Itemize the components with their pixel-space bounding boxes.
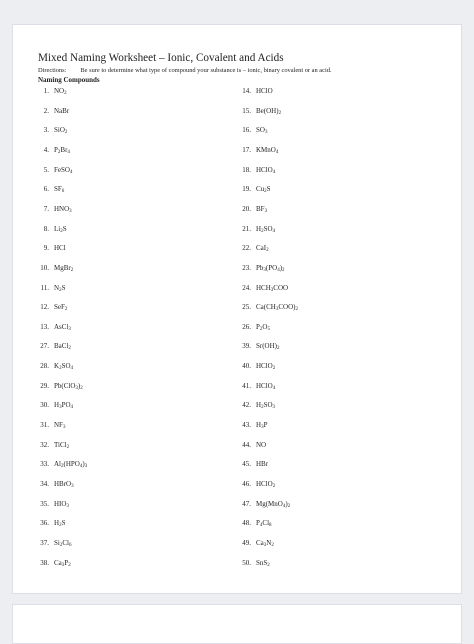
item-number: 44. [242,440,251,449]
item-number: 27. [40,342,49,351]
item-number: 43. [242,421,251,430]
compound-item [235,264,285,273]
item-number: 2. [43,106,49,115]
item-number: 41. [242,381,251,390]
compound-item [235,519,272,528]
chemical-formula: $SF_6$ [54,185,65,195]
compound-item [235,480,275,489]
chemical-formula: $Ca_3P_2$ [54,558,71,568]
chemical-formula: $SO_3$ [256,126,268,136]
compound-item [33,146,70,155]
item-number: 38. [40,558,49,567]
compound-item [235,460,268,469]
item-number: 3. [43,126,49,135]
next-page [12,604,462,644]
chemical-formula: HBrO$_3$ [54,480,74,489]
compound-item [235,166,275,175]
chemical-formula: $Pb_3(PO_4)_2$ [256,263,285,273]
chemical-formula: CaI$_2$ [256,244,269,254]
compound-item [235,146,278,155]
chemical-formula: $Cu_2S$ [256,185,271,195]
chemical-formula: $H_2SO_4$ [256,224,276,234]
chemical-formula: AsCl$_3$ [54,322,71,332]
compound-item [33,500,69,509]
compound-item [33,284,65,293]
item-number: 46. [242,480,251,488]
chemical-formula: $HCH_3COO$ [256,283,289,293]
compound-item [33,519,65,528]
chemical-formula: $BF_3$ [256,204,268,214]
item-number: 19. [242,185,251,194]
compound-item [235,323,270,332]
chemical-formula: $H_3PO_4$ [54,401,74,411]
compound-item [235,500,290,509]
chemical-formula: $K_2SO_4$ [54,362,74,372]
compound-item [235,342,280,351]
chemical-formula: $Si_2Cl_6$ [54,538,72,548]
compound-item [33,342,71,351]
chemical-formula: SiO$_2$ [54,126,68,136]
item-number: 39. [242,342,251,351]
chemical-formula: HClO [256,87,273,95]
chemical-formula: HBr [256,460,269,469]
item-number: 48. [242,519,251,528]
directions-label: Directions: [38,67,67,74]
chemical-formula: $P_2Br_4$ [54,145,70,155]
item-number: 9. [43,244,49,253]
item-number: 32. [40,440,49,449]
chemical-formula: $HIO_3$ [54,499,69,509]
chemical-formula: NaBr [54,106,70,115]
chemical-formula: TiCl$_2$ [54,440,70,450]
directions-line [38,67,332,74]
chemical-formula: BaCl$_2$ [54,342,71,352]
item-number: 11. [40,283,49,292]
compound-item [33,323,71,332]
chemical-formula: HCl [54,244,66,253]
chemical-formula: SnS$_2$ [256,558,270,568]
compound-item [33,166,72,175]
compound-item [235,559,270,568]
chemical-formula: $NO_2$ [54,87,67,96]
item-number: 35. [40,499,49,508]
item-number: 47. [242,499,251,508]
chemical-formula: HClO$_2$ [256,362,276,372]
item-number: 45. [242,460,251,469]
compound-item [33,303,67,312]
item-number: 16. [242,126,251,135]
chemical-formula: $H_3P$ [256,421,268,431]
item-number: 13. [40,322,49,331]
item-number: 6. [43,185,49,194]
compound-item [235,303,298,312]
compound-item [235,244,269,253]
compound-item [235,421,267,430]
chemical-formula: $H_2S$ [54,519,66,529]
compound-item [33,126,67,135]
item-number: 33. [40,460,49,469]
compound-item [33,264,73,273]
compound-item [33,107,69,116]
item-number: 8. [43,224,49,233]
compound-item [235,362,275,371]
item-number: 12. [40,303,49,312]
compound-item [33,87,67,96]
compound-item [33,460,87,469]
item-number: 30. [40,401,49,410]
item-number: 40. [242,362,251,371]
chemical-formula: NO [256,440,267,449]
compound-item [33,539,71,548]
chemical-formula: $Sr(OH)_2$ [256,342,280,352]
item-number: 14. [242,87,251,95]
compound-item [33,401,73,410]
chemical-formula: $P_2O_5$ [256,322,270,332]
compound-item [235,401,275,410]
chemical-formula: $Mg(MnO_4)_2$ [256,499,291,509]
chemical-formula: $NF_3$ [54,421,66,431]
compound-item [235,225,275,234]
section-heading: Naming Compounds [38,76,100,84]
compound-item [235,185,271,194]
chemical-formula: $HNO_3$ [54,204,72,214]
item-number: 25. [242,303,251,312]
item-number: 17. [242,145,251,154]
item-number: 1. [43,87,49,95]
chemical-formula: MgBr$_2$ [54,263,74,273]
compound-item [33,205,72,214]
chemical-formula: FeSO$_4$ [54,165,73,175]
compound-item [33,225,67,234]
chemical-formula: $Pb(ClO_3)_2$ [54,381,83,391]
item-number: 4. [43,145,49,154]
compound-item [33,441,69,450]
item-number: 26. [242,322,251,331]
item-number: 50. [242,558,251,567]
item-number: 5. [43,165,49,174]
chemical-formula: HClO$_4$ [256,381,276,391]
compound-item [235,441,266,450]
item-number: 24. [242,283,251,292]
item-number: 37. [40,538,49,547]
item-number: 49. [242,538,251,547]
compound-item [235,539,274,548]
compound-item [235,382,275,391]
chemical-formula: $Li_2S$ [54,224,67,234]
compound-item [235,107,281,116]
item-number: 7. [43,204,49,213]
compound-item [235,205,267,214]
item-number: 10. [40,263,49,272]
item-number: 31. [40,421,49,430]
compound-item [33,421,65,430]
chemical-formula: $N_2S$ [54,283,66,293]
compound-item [33,185,64,194]
item-number: 42. [242,401,251,410]
compound-item [33,480,74,489]
chemical-formula: HClO$_4$ [256,165,276,175]
compound-item [33,244,66,253]
chemical-formula: $Ca_3N_2$ [256,538,274,548]
chemical-formula: SeF$_2$ [54,303,68,313]
item-number: 15. [242,106,251,115]
worksheet-page [12,24,462,594]
chemical-formula: $Be(OH)_2$ [256,106,282,116]
compound-item [235,284,288,293]
item-number: 20. [242,204,251,213]
item-number: 34. [40,480,49,488]
compound-item [33,559,71,568]
worksheet-title: Mixed Naming Worksheet – Ionic, Covalent and Acids [38,52,284,64]
chemical-formula: $P_4Cl_8$ [256,519,272,529]
chemical-formula: $Ca(CH_3COO)_2$ [256,303,298,313]
chemical-formula: KMnO$_4$ [256,145,279,155]
item-number: 23. [242,263,251,272]
item-number: 21. [242,224,251,233]
compound-item [33,362,73,371]
compound-item [235,87,273,96]
chemical-formula: $Al_2(HPO_4)_3$ [54,460,88,470]
compound-item [33,382,83,391]
item-number: 22. [242,244,251,253]
item-number: 28. [40,362,49,371]
directions-text: Be sure to determine what type of compound your substance is – ionic, binary covalent or an acid. [80,67,332,74]
item-number: 36. [40,519,49,528]
chemical-formula: $H_2SO_3$ [256,401,276,411]
item-number: 29. [40,381,49,390]
chemical-formula: HClO$_2$ [256,480,276,489]
compound-item [235,126,267,135]
item-number: 18. [242,165,251,174]
